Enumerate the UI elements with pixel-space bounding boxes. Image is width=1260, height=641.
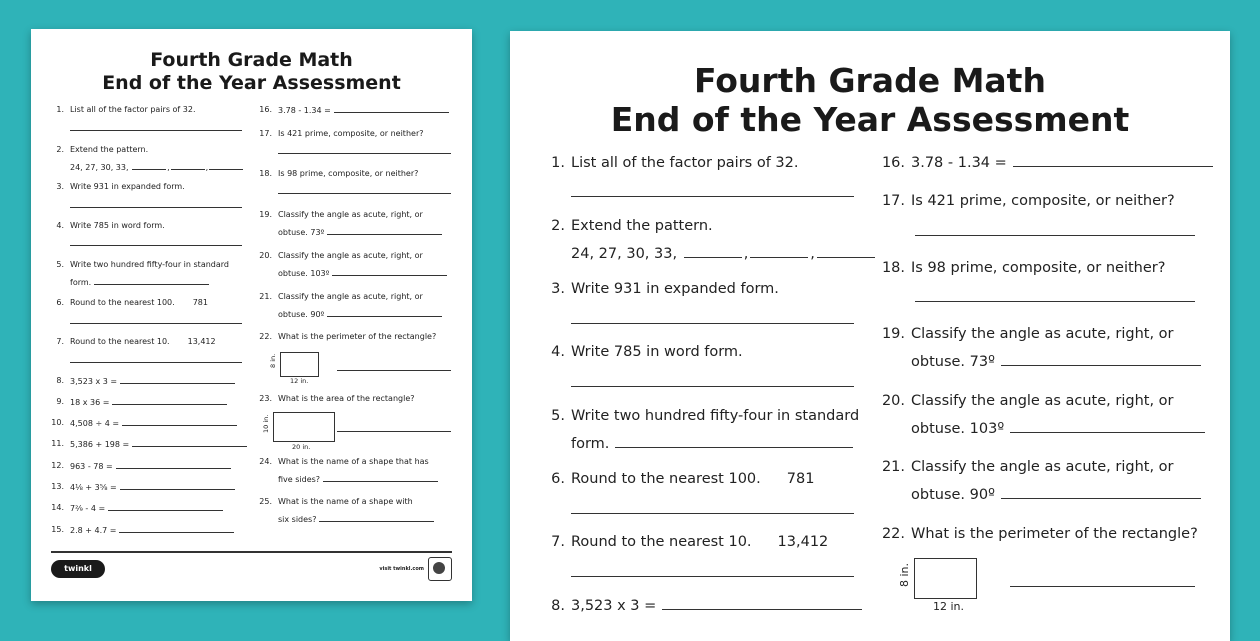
- question-5: 5. Write two hundred fifty-four in standard: [551, 408, 860, 424]
- answer-line[interactable]: [94, 277, 209, 285]
- worksheet-title: Fourth Grade Math End of the Year Assessment: [102, 49, 401, 94]
- answer-line[interactable]: [915, 235, 1195, 236]
- question-3: 3. Write 931 in expanded form.: [56, 182, 185, 191]
- question-4: 4. Write 785 in word form.: [56, 221, 165, 230]
- question-6: 6. Round to the nearest 100. 781: [56, 298, 208, 307]
- question-7: 7. Round to the nearest 10. 13,412: [56, 337, 216, 346]
- question-13: 13. 4⅛ + 3⅝ =: [70, 482, 235, 493]
- question-25: 25. What is the name of a shape with: [259, 497, 413, 506]
- answer-blank[interactable]: [750, 245, 808, 258]
- quality-badge-icon: [428, 557, 452, 581]
- rectangle-bottom-label: 12 in.: [933, 600, 965, 613]
- answer-line[interactable]: [122, 418, 237, 426]
- answer-line[interactable]: [915, 301, 1195, 302]
- question-25-cont: six sides?: [278, 514, 434, 525]
- footer-divider: [51, 551, 452, 553]
- question-21: 21. Classify the angle as acute, right, or: [259, 292, 423, 301]
- question-20: 20. Classify the angle as acute, right, or: [881, 393, 1174, 409]
- question-21-cont: obtuse. 90º: [278, 309, 442, 320]
- question-21-cont: obtuse. 90º: [911, 486, 1201, 504]
- worksheet-title: Fourth Grade Math End of the Year Assessment: [610, 61, 1130, 139]
- answer-line[interactable]: [615, 435, 853, 448]
- question-5-cont: form.: [70, 277, 209, 288]
- question-20-cont: obtuse. 103º: [278, 268, 447, 279]
- rectangle-diagram: [914, 558, 977, 599]
- answer-blank[interactable]: [132, 162, 166, 170]
- answer-line[interactable]: [327, 309, 442, 317]
- question-17: 17. Is 421 prime, composite, or neither?: [259, 129, 424, 138]
- question-5: 5. Write two hundred fifty-four in standard: [56, 260, 229, 269]
- answer-line[interactable]: [323, 474, 438, 482]
- question-2-pattern: 24, 27, 30, 33, , ,: [70, 162, 244, 173]
- answer-line[interactable]: [571, 196, 854, 197]
- answer-line[interactable]: [70, 323, 242, 324]
- answer-line[interactable]: [662, 597, 862, 610]
- question-24: 24. What is the name of a shape that has: [259, 457, 429, 466]
- answer-line[interactable]: [1010, 420, 1205, 433]
- question-2: 2. Extend the pattern.: [56, 145, 149, 154]
- rectangle-side-label: 10 in.: [262, 414, 270, 433]
- answer-line[interactable]: [120, 482, 235, 490]
- answer-blank[interactable]: [817, 245, 875, 258]
- question-16: 16. 3.78 - 1.34 =: [278, 105, 449, 116]
- answer-line[interactable]: [278, 193, 451, 194]
- answer-line[interactable]: [571, 576, 854, 577]
- answer-line[interactable]: [327, 227, 442, 235]
- answer-line[interactable]: [70, 245, 242, 246]
- answer-blank[interactable]: [171, 162, 205, 170]
- answer-line[interactable]: [278, 153, 451, 154]
- answer-blank[interactable]: [684, 245, 742, 258]
- answer-line[interactable]: [1001, 486, 1201, 499]
- answer-blank[interactable]: [209, 162, 243, 170]
- answer-line[interactable]: [571, 323, 854, 324]
- question-19: 19. Classify the angle as acute, right, or: [259, 210, 423, 219]
- question-9: 9. 18 x 36 =: [70, 397, 227, 408]
- answer-line[interactable]: [70, 130, 242, 131]
- worksheet-preview: [510, 31, 1230, 641]
- question-19-cont: obtuse. 73º: [911, 353, 1201, 371]
- question-2-pattern: 24, 27, 30, 33, , ,: [571, 245, 877, 263]
- answer-line[interactable]: [1001, 353, 1201, 366]
- answer-line[interactable]: [1013, 154, 1213, 167]
- question-14: 14. 7²⁄₉ - 4 =: [70, 503, 223, 514]
- question-24-cont: five sides?: [278, 474, 438, 485]
- answer-line[interactable]: [70, 207, 242, 208]
- answer-line[interactable]: [571, 386, 854, 387]
- answer-line[interactable]: [571, 513, 854, 514]
- rectangle-side-label: 8 in.: [269, 353, 277, 368]
- worksheet-thumbnail: [31, 29, 472, 601]
- question-23: 23. What is the area of the rectangle?: [259, 394, 415, 403]
- question-11: 11. 5,386 + 198 =: [70, 439, 247, 450]
- answer-line[interactable]: [332, 268, 447, 276]
- question-16: 16. 3.78 - 1.34 =: [911, 154, 1213, 172]
- rectangle-bottom-label: 20 in.: [292, 443, 311, 451]
- question-17: 17. Is 421 prime, composite, or neither?: [881, 193, 1175, 209]
- rectangle-bottom-label: 12 in.: [290, 377, 309, 385]
- question-22: 22. What is the perimeter of the rectangle?: [259, 332, 437, 341]
- twinkl-logo: twinkl: [51, 560, 105, 578]
- question-3: 3. Write 931 in expanded form.: [551, 281, 779, 297]
- answer-line[interactable]: [112, 397, 227, 405]
- answer-line[interactable]: [108, 503, 223, 511]
- question-20: 20. Classify the angle as acute, right, or: [259, 251, 423, 260]
- question-2: 2. Extend the pattern.: [551, 218, 713, 234]
- rectangle-side-label: 8 in.: [898, 562, 911, 587]
- question-15: 15. 2.8 + 4.7 =: [70, 525, 234, 536]
- question-1: 1. List all of the factor pairs of 32.: [551, 155, 799, 171]
- question-8: 8. 3,523 x 3 =: [571, 597, 862, 615]
- question-19: 19. Classify the angle as acute, right, or: [881, 326, 1174, 342]
- answer-line[interactable]: [337, 431, 451, 432]
- question-22: 22. What is the perimeter of the rectangle?: [881, 526, 1198, 542]
- question-12: 12. 963 - 78 =: [70, 461, 231, 472]
- answer-line[interactable]: [132, 439, 247, 447]
- question-7: 7. Round to the nearest 10. 13,412: [551, 534, 829, 550]
- answer-line[interactable]: [1010, 586, 1195, 587]
- answer-line[interactable]: [70, 362, 242, 363]
- answer-line[interactable]: [334, 105, 449, 113]
- answer-line[interactable]: [116, 461, 231, 469]
- question-8: 8. 3,523 x 3 =: [70, 376, 235, 387]
- question-20-cont: obtuse. 103º: [911, 420, 1205, 438]
- question-10: 10. 4,508 ÷ 4 =: [70, 418, 237, 429]
- question-4: 4. Write 785 in word form.: [551, 344, 743, 360]
- question-18: 18. Is 98 prime, composite, or neither?: [881, 260, 1166, 276]
- answer-line[interactable]: [319, 514, 434, 522]
- answer-line[interactable]: [119, 525, 234, 533]
- rectangle-diagram: [280, 352, 319, 377]
- footer-visit-text: visit twinkl.com: [379, 566, 424, 572]
- question-21: 21. Classify the angle as acute, right, or: [881, 459, 1174, 475]
- question-18: 18. Is 98 prime, composite, or neither?: [259, 169, 419, 178]
- answer-line[interactable]: [120, 376, 235, 384]
- question-5-cont: form.: [571, 435, 853, 453]
- answer-line[interactable]: [337, 370, 451, 371]
- question-1: 1. List all of the factor pairs of 32.: [56, 105, 196, 114]
- question-19-cont: obtuse. 73º: [278, 227, 442, 238]
- question-6: 6. Round to the nearest 100. 781: [551, 471, 815, 487]
- rectangle-diagram: [273, 412, 335, 442]
